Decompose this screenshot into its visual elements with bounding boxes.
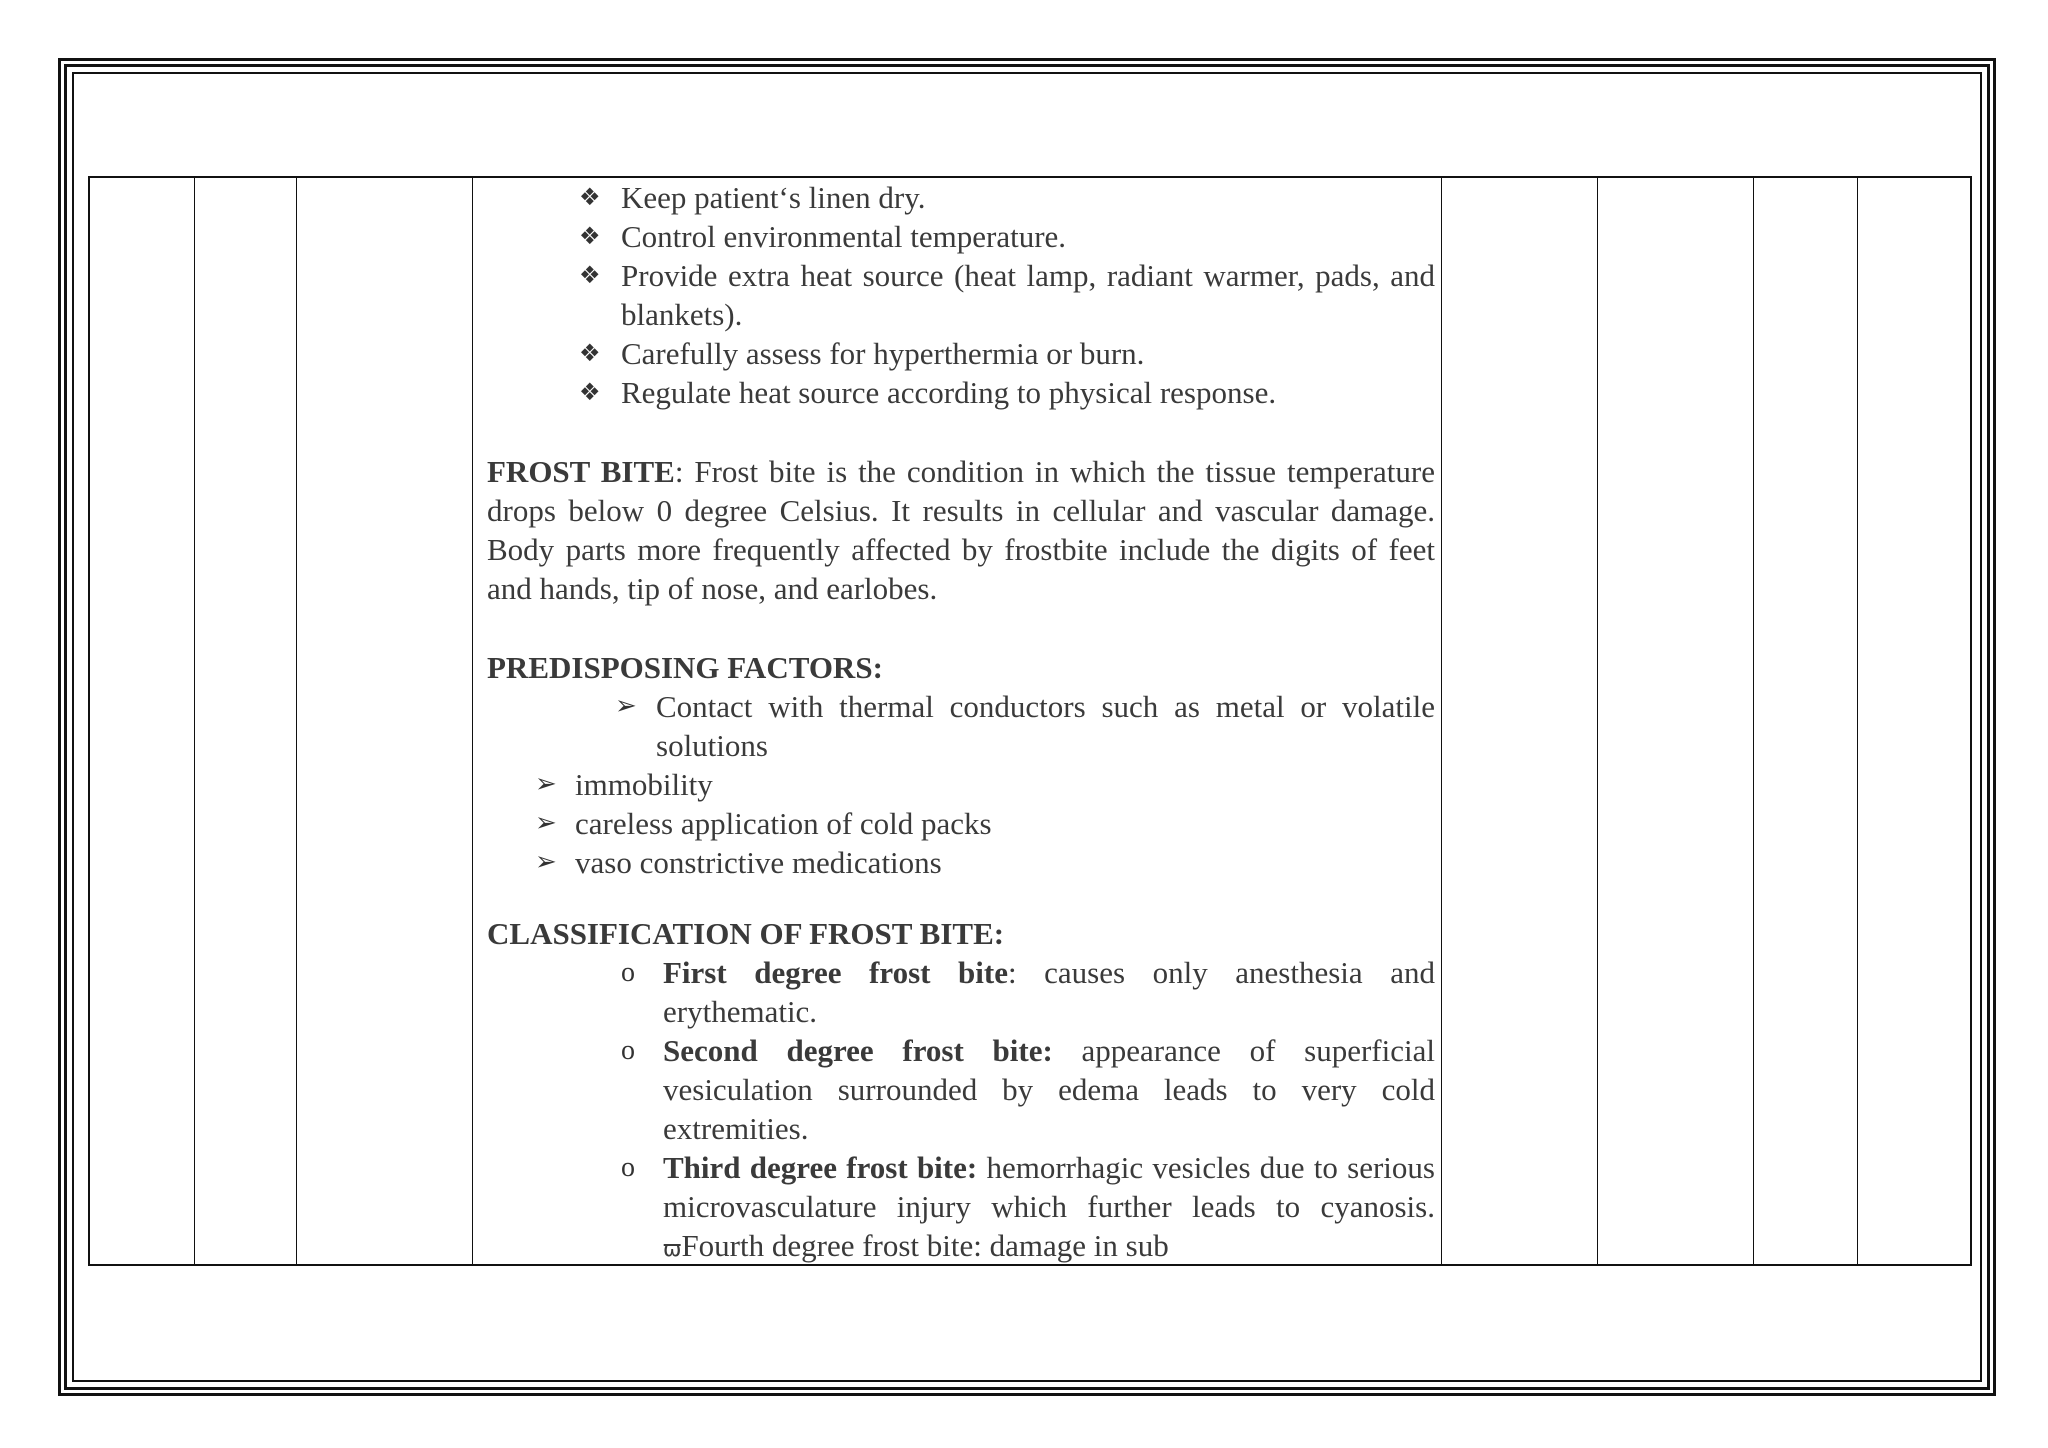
table-column-1 — [90, 178, 195, 1264]
arrowhead-icon: ➢ — [535, 769, 557, 799]
frostbite-paragraph — [487, 452, 1435, 608]
list-item: ❖ Control environmental temperature. — [579, 219, 1067, 254]
arrowhead-icon: ➢ — [535, 808, 557, 838]
list-item: ❖ Carefully assess for hyperthermia or burn. — [579, 336, 1145, 371]
table-column-6 — [1598, 178, 1754, 1264]
frostbite-definition: : Frost bite is the condition in which the tissue temperature drops below 0 degree Celsius. It results in cellular and vascular damage. Body parts more frequently affected by frostbite include the digits of feet and hands, tip of nose, and earlobes. — [487, 454, 1435, 606]
list-item: o First degree frost bite: causes only anesthesia and erythematic. — [621, 955, 1435, 1029]
hollow-circle-icon: o — [621, 957, 635, 988]
four-diamond-icon: ❖ — [579, 378, 601, 406]
predisposing-heading: PREDISPOSING FACTORS: — [487, 650, 883, 685]
table-column-2 — [195, 178, 297, 1264]
arrowhead-icon: ➢ — [615, 691, 637, 721]
list-item: o Third degree frost bite: hemorrhagic vesicles due to serious microvasculature injury which further leads to cyanosis. ϖFourth degree frost bite: damage in sub — [621, 1150, 1435, 1263]
hollow-circle-icon: o — [621, 1152, 635, 1183]
hollow-circle-icon: o — [621, 1035, 635, 1066]
list-item: ❖ Regulate heat source according to physical response. — [579, 375, 1277, 410]
four-diamond-icon: ❖ — [579, 261, 601, 289]
list-item: ➢ careless application of cold packs — [535, 806, 992, 841]
arrowhead-icon: ➢ — [535, 847, 557, 877]
list-item: ➢ vaso constrictive medications — [535, 845, 942, 880]
predisposing-list-first — [487, 687, 1435, 765]
list-item: o Second degree frost bite: appearance of superficial vesiculation surrounded by edema leads to very cold extremities. — [621, 1033, 1435, 1146]
four-diamond-icon: ❖ — [579, 339, 601, 367]
four-diamond-icon: ❖ — [579, 183, 601, 211]
list-item: ➢ Contact with thermal conductors such as metal or volatile solutions — [615, 689, 1435, 763]
classification-list — [487, 953, 1435, 1264]
content-table — [88, 176, 1972, 1266]
four-diamond-icon: ❖ — [579, 222, 601, 250]
predisposing-list — [487, 765, 1435, 882]
list-item: ❖ Keep patient‘s linen dry. — [579, 180, 926, 215]
table-column-3 — [297, 178, 473, 1264]
list-item: ➢ immobility — [535, 767, 713, 802]
content-text — [487, 178, 1435, 1264]
table-column-7 — [1754, 178, 1858, 1264]
table-column-content — [473, 178, 1442, 1264]
omega-symbol: ϖ — [663, 1237, 682, 1262]
table-column-8 — [1858, 178, 1970, 1264]
care-list — [487, 178, 1435, 412]
table-column-5 — [1442, 178, 1598, 1264]
list-item: ❖ Provide extra heat source (heat lamp, radiant warmer, pads, and blankets). — [579, 258, 1435, 332]
frostbite-term: FROST BITE — [487, 454, 675, 489]
classification-heading: CLASSIFICATION OF FROST BITE: — [487, 916, 1005, 951]
